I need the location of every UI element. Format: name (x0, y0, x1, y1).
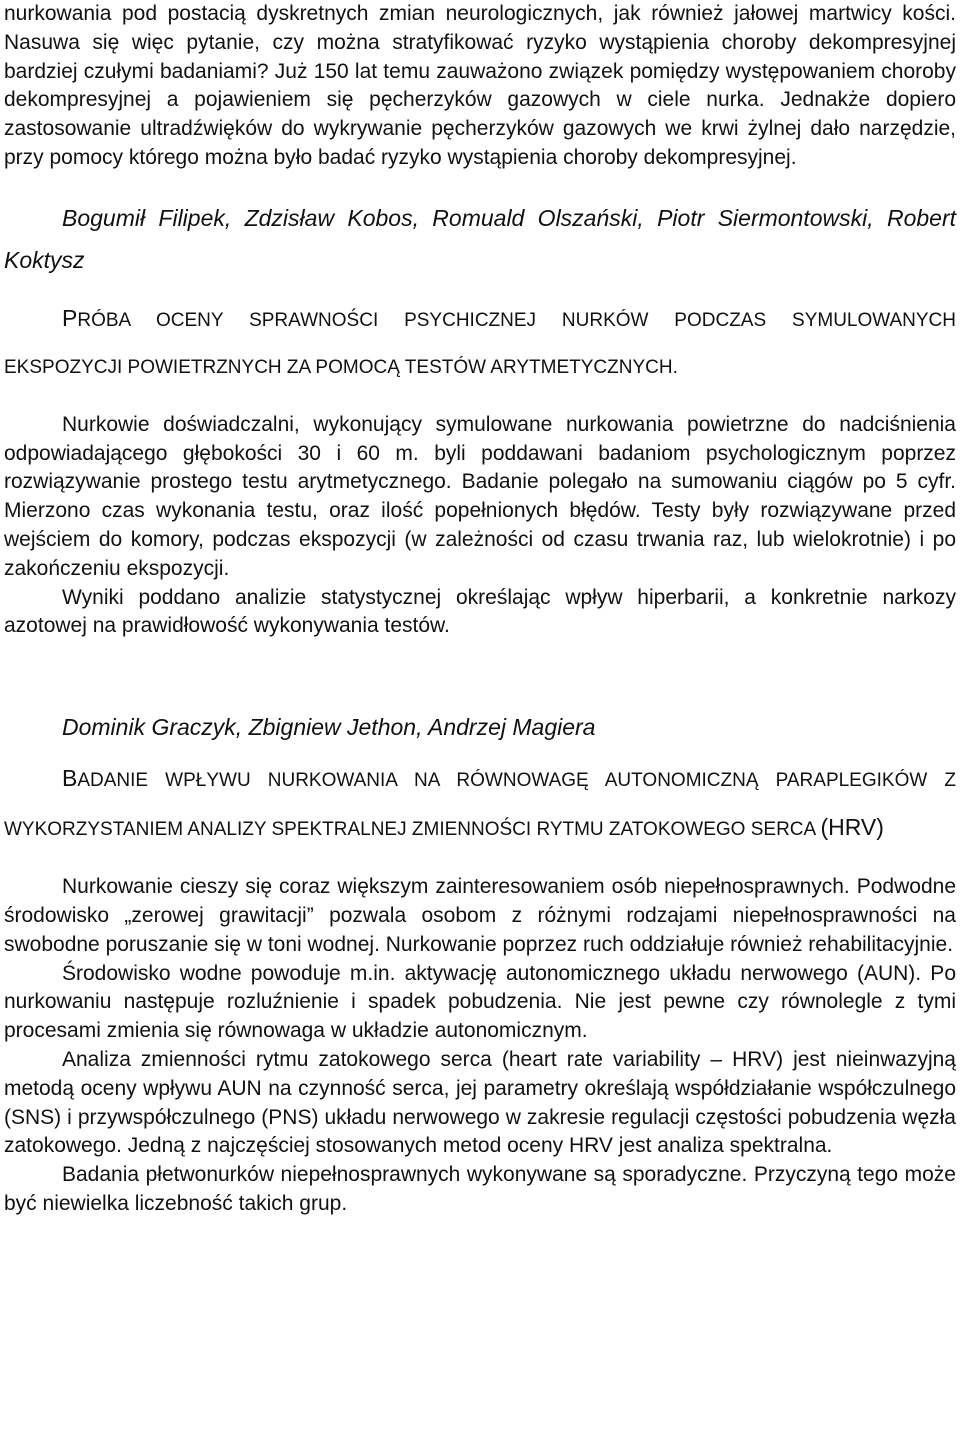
spacer (4, 281, 956, 295)
spacer (4, 391, 956, 411)
spacer (4, 853, 956, 873)
title-text: ADANIE WPŁYWU NURKOWANIA NA RÓWNOWAGĘ AUTONOMICZNĄ PARAPLEGIKÓW Z WYKORZYSTANIEM ANALIZY SPEKTRALNEJ ZMIENNOŚCI RYTMU ZATOKOWEGO SERCA (4, 770, 956, 841)
spacer (4, 173, 956, 197)
continued-paragraph: nurkowania pod postacią dyskretnych zmian neurologicznych, jak również jałowej martwicy kości. Nasuwa się więc pytanie, czy można stratyfikować ryzyko wystąpienia choroby dekompresyjnej bardziej czułymi badaniami? Już 150 lat temu zauważono związek pomiędzy występowaniem choroby dekompresyjnej a pojawieniem się pęcherzyków gazowych w ciele nurka. Jednakże dopiero zastosowanie ultradźwięków do wykrywanie pęcherzyków gazowych we krwi żylnej dało narzędzie, przy pomocy którego można było badać ryzyko wystąpienia choroby dekompresyjnej. (4, 2, 956, 169)
article-title (4, 295, 956, 391)
article-paragraph: Badania płetwonurków niepełnosprawnych wykonywane są sporadyczne. Przyczyną tego może być niewielka liczebność takich grup. (4, 1163, 956, 1215)
article-paragraph: Nurkowie doświadczalni, wykonujący symulowane nurkowania powietrzne do nadciśnienia odpowiadającego głębokości 30 i 60 m. byli poddawani badaniom psychologicznym poprzez rozwiązywanie prostego testu arytmetycznego. Badanie polegało na sumowaniu ciągów po 5 cyfr. Mierzono czas wykonania testu, oraz ilość popełnionych błędów. Testy były rozwiązywane przed wejściem do komory, podczas ekspozycji (w zależności od czasu trwania raz, lub wielokrotnie) i po zakończeniu ekspozycji. (4, 412, 956, 580)
article-paragraph: Analiza zmienności rytmu zatokowego serca (heart rate variability – HRV) jest nieinwazyjną metodą oceny wpływu AUN na czynność serca, jej parametry określają współdziałanie współczulnego (SNS) i przywspółczulnego (PNS) układu nerwowego w zakresie regulacji częstości pobudzenia węzła zatokowego. Jedną z najczęściej stosowanych metod oceny HRV jest analiza spektralna. (4, 1047, 956, 1158)
title-initial: B (62, 765, 78, 792)
article-filipek (4, 197, 956, 641)
article-graczyk (4, 713, 956, 1219)
spacer (4, 741, 956, 755)
article-paragraph: Wyniki poddano analizie statystycznej określając wpływ hiperbarii, a konkretnie narkozy azotowej na prawidłowość wykonywania testów. (4, 585, 956, 638)
article-authors: Dominik Graczyk, Zbigniew Jethon, Andrzej Magiera (62, 714, 596, 741)
title-text: RÓBA OCENY SPRAWNOŚCI PSYCHICZNEJ NURKÓW PODCZAS SYMULOWANYCH EKSPOZYCJI POWIETRZNYCH ZA POMOCĄ TESTÓW ARYTMETYCZNYCH. (4, 309, 956, 378)
spacer (4, 641, 956, 713)
title-initial: P (62, 304, 78, 331)
title-suffix: (HRV) (820, 814, 884, 841)
article-title (4, 755, 956, 853)
article-paragraph: Nurkowanie cieszy się coraz większym zainteresowaniem osób niepełnosprawnych. Podwodne środowisko „zerowej grawitacji” pozwala osobom z różnymi rodzajami niepełnosprawności na swobodne poruszanie się w toni wodnej. Nurkowanie poprzez ruch oddziałuje również rehabilitacyjnie. (4, 875, 956, 956)
article-authors: Bogumił Filipek, Zdzisław Kobos, Romuald Olszański, Piotr Siermontowski, Robert Koktysz (4, 204, 956, 273)
article-paragraph: Środowisko wodne powoduje m.in. aktywację autonomicznego układu nerwowego (AUN). Po nurkowaniu następuje rozluźnienie i spadek pobudzenia. Nie jest pewne czy równolegle z tymi procesami zmienia się równowaga w układzie autonomicznym. (4, 961, 956, 1043)
